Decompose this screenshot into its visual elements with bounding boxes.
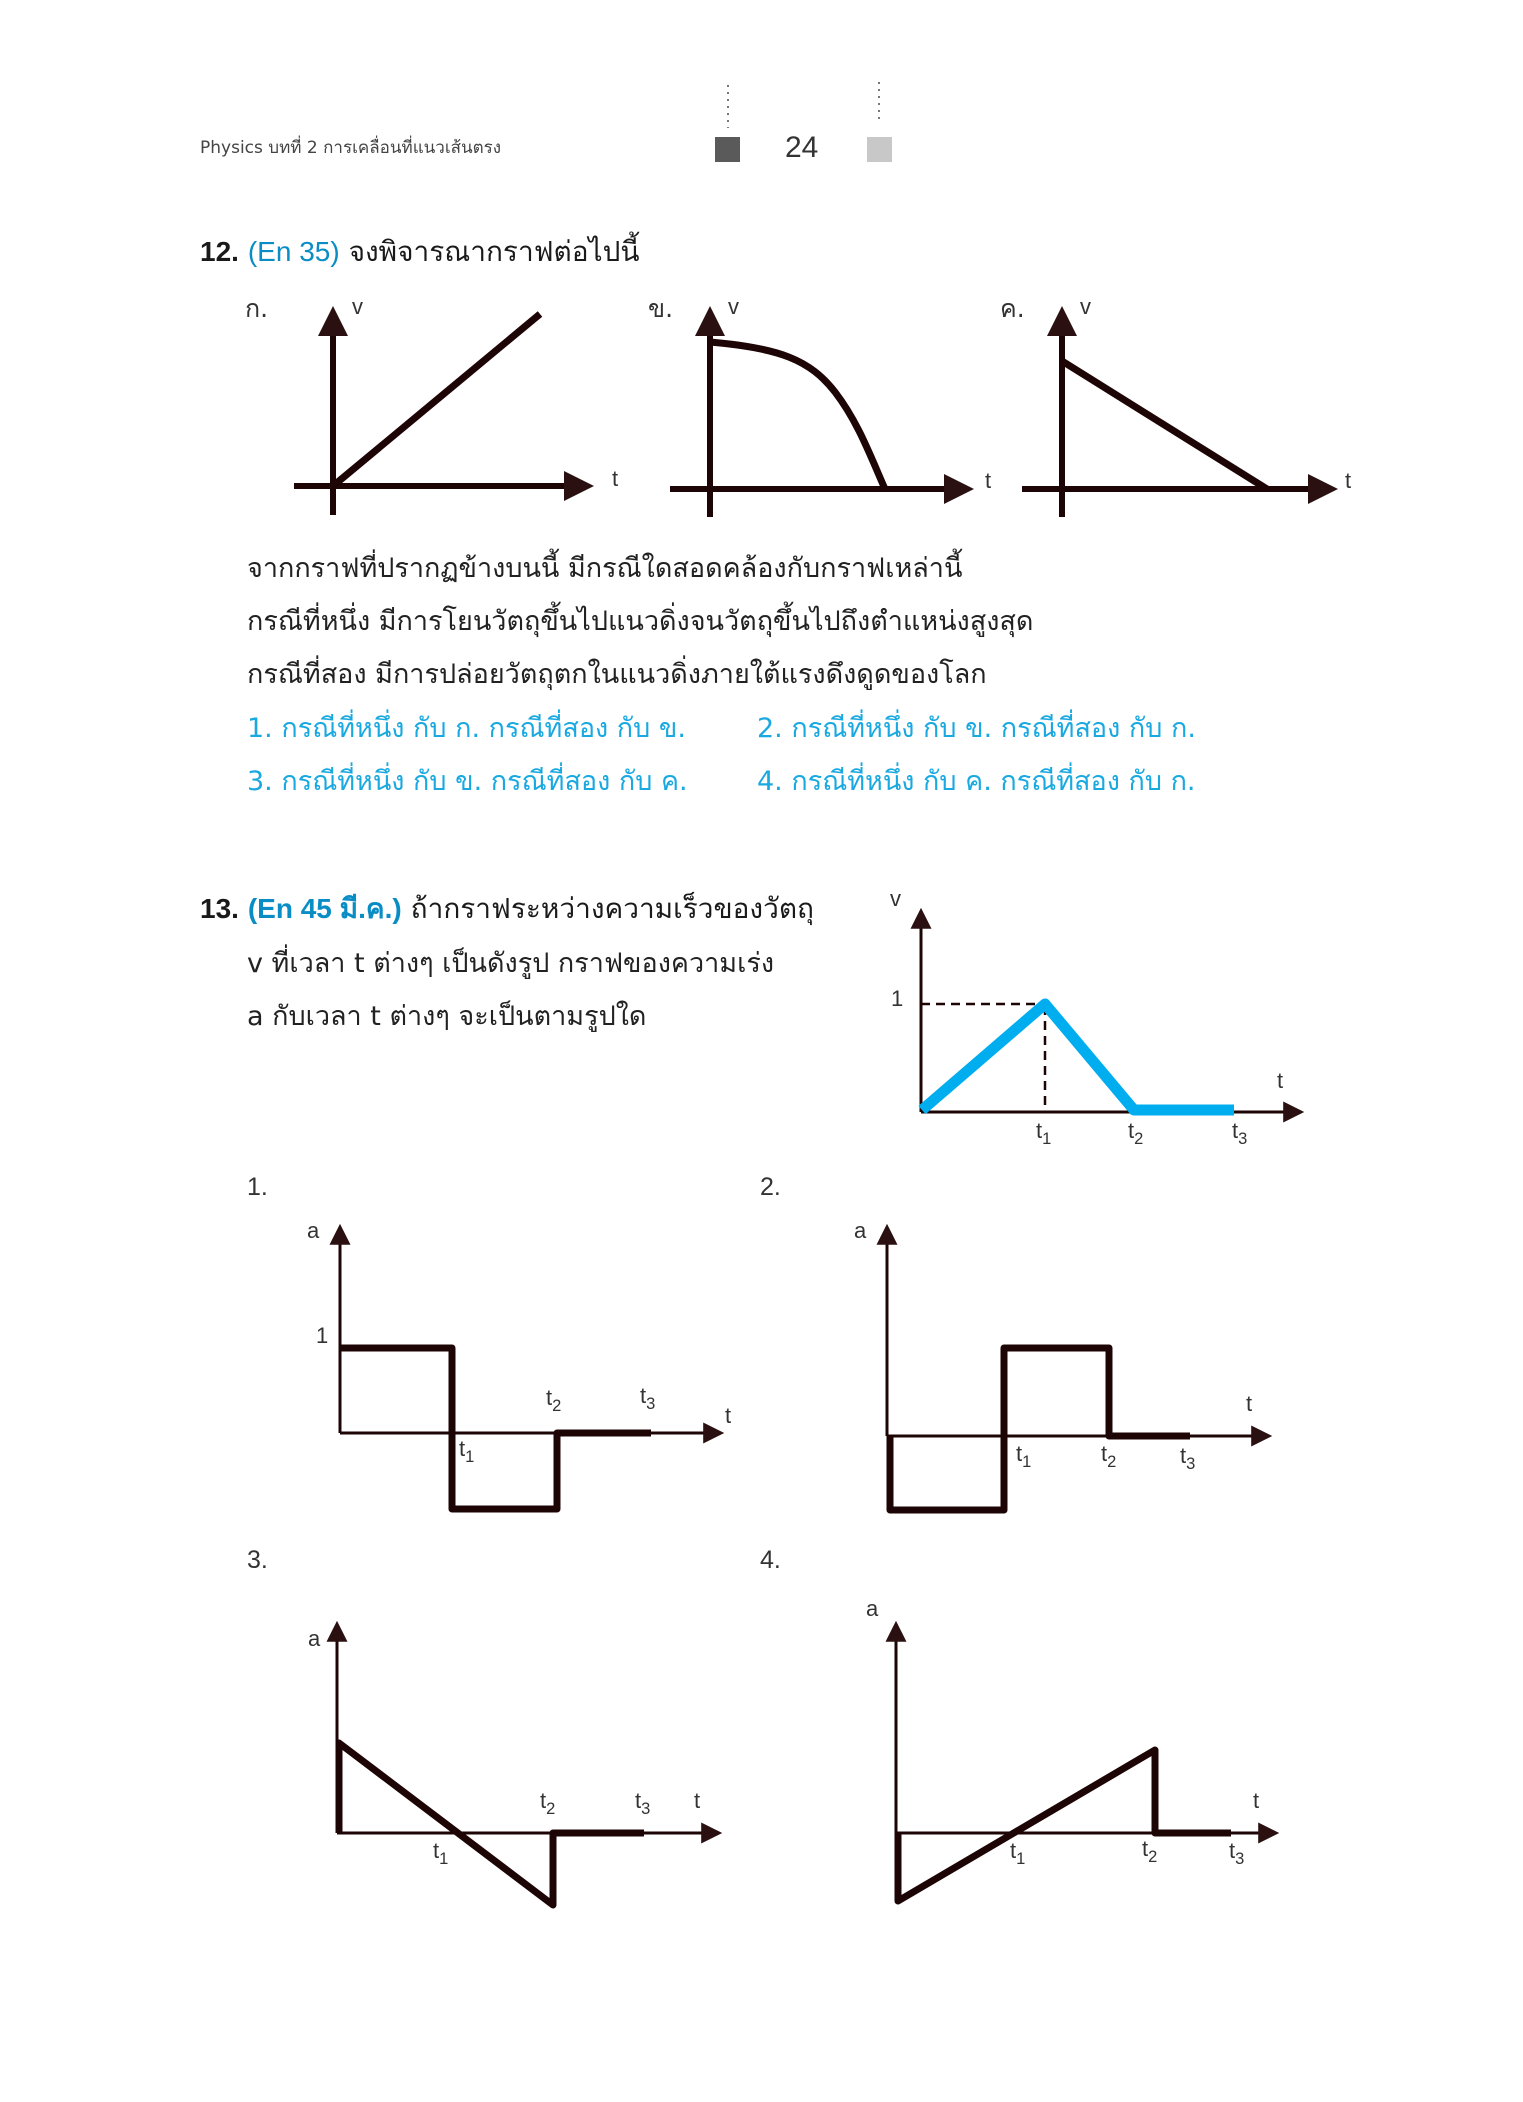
choice-1-tick-1: 1	[316, 1323, 329, 1348]
vt-y-label: v	[890, 886, 901, 911]
q12-line-1: จากกราฟที่ปรากฏข้างบนนี้ มีกรณีใดสอดคล้องกับกราฟเหล่านี้	[247, 553, 963, 584]
choice-3-t1-label: $t_1$	[433, 1838, 449, 1868]
choice-2-t2-label: $t_2$	[1101, 1441, 1117, 1471]
q13-line-1: ถ้ากราฟระหว่างความเร็วของวัตถุ	[410, 892, 814, 925]
choice-2-x-label: t	[1246, 1391, 1253, 1416]
q13-number: 13.	[200, 893, 239, 924]
q12-option-3[interactable]: 3. กรณีที่หนึ่ง กับ ข. กรณีที่สอง กับ ค.	[247, 766, 688, 797]
choice-3-t2-label: $t_2$	[540, 1788, 556, 1818]
q12-line-2: กรณีที่หนึ่ง มีการโยนวัตถุขึ้นไปแนวดิ่งจนวัตถุขึ้นไปถึงตำแหน่งสูงสุด	[247, 606, 1034, 637]
choice-1-t2-label: $t_2$	[546, 1385, 562, 1415]
choice-4-t1-label: $t_1$	[1010, 1838, 1026, 1868]
graph-kho-label: ข.	[648, 294, 674, 323]
graph-v-t	[921, 912, 1300, 1112]
choice-graph-2	[887, 1228, 1268, 1510]
vt-x-label: t	[1277, 1068, 1284, 1093]
q12-prompt: จงพิจารณากราฟต่อไปนี้	[348, 235, 640, 268]
choice-2-y-label: a	[854, 1218, 867, 1243]
vt-t2-label: $t_2$	[1128, 1118, 1144, 1148]
graph-ko	[294, 312, 588, 515]
choice-4-t3-label: $t_3$	[1229, 1838, 1245, 1868]
graph-kho-khwai-x-label: t	[1345, 468, 1352, 493]
q12-heading	[200, 235, 640, 268]
choice-1-label[interactable]: 1.	[247, 1173, 268, 1201]
graph-ko-label: ก.	[245, 294, 269, 323]
choice-1-y-label: a	[307, 1218, 320, 1243]
graph-kho-khwai-label: ค.	[1000, 294, 1025, 323]
graph-ko-y-label: v	[352, 294, 363, 319]
choice-4-y-label: a	[866, 1596, 879, 1621]
choice-1-x-label: t	[725, 1403, 732, 1428]
choice-graph-3	[337, 1625, 718, 1905]
running-title: Physics บทที่ 2 การเคลื่อนที่แนวเส้นตรง	[200, 138, 502, 158]
q12-line-3: กรณีที่สอง มีการปล่อยวัตถุตกในแนวดิ่งภายใต้แรงดึงดูดของโลก	[247, 659, 987, 690]
q13-source: (En 45 มี.ค.)	[247, 893, 402, 924]
graph-kho-khwai	[1022, 312, 1332, 517]
graph-kho	[670, 312, 968, 517]
q12-source: (En 35)	[247, 236, 340, 267]
q12-option-2[interactable]: 2. กรณีที่หนึ่ง กับ ข. กรณีที่สอง กับ ก.	[757, 713, 1196, 744]
dark-square-icon	[715, 137, 740, 162]
choice-graph-4	[896, 1625, 1275, 1901]
choice-3-y-label: a	[308, 1626, 321, 1651]
choice-3-x-label: t	[694, 1788, 701, 1813]
choice-1-t3-label: $t_3$	[640, 1383, 656, 1413]
choice-1-t1-label: $t_1$	[459, 1436, 475, 1466]
vt-t1-label: $t_1$	[1036, 1118, 1052, 1148]
light-square-icon	[867, 137, 892, 162]
q12-option-1[interactable]: 1. กรณีที่หนึ่ง กับ ก. กรณีที่สอง กับ ข.	[247, 713, 686, 744]
choice-4-label[interactable]: 4.	[760, 1546, 781, 1574]
graph-kho-khwai-y-label: v	[1080, 294, 1091, 319]
choice-2-label[interactable]: 2.	[760, 1173, 781, 1201]
graph-kho-x-label: t	[985, 468, 992, 493]
q13-heading	[200, 892, 814, 925]
choice-4-x-label: t	[1253, 1788, 1260, 1813]
choice-2-t3-label: $t_3$	[1180, 1443, 1196, 1473]
vt-tick-1: 1	[891, 986, 904, 1011]
q13-line-2: v ที่เวลา t ต่างๆ เป็นดังรูป กราฟของความเร่ง	[247, 948, 775, 979]
page-number: 24	[785, 131, 819, 164]
choice-3-t3-label: $t_3$	[635, 1788, 651, 1818]
choice-3-label[interactable]: 3.	[247, 1546, 268, 1574]
vt-t3-label: $t_3$	[1232, 1118, 1248, 1148]
q13-line-3: a กับเวลา t ต่างๆ จะเป็นตามรูปใด	[247, 1001, 647, 1032]
choice-2-t1-label: $t_1$	[1016, 1441, 1032, 1471]
q12-number: 12.	[200, 236, 239, 267]
graph-kho-y-label: v	[728, 294, 739, 319]
choice-graph-1	[340, 1228, 720, 1509]
choice-4-t2-label: $t_2$	[1142, 1836, 1158, 1866]
q12-option-4[interactable]: 4. กรณีที่หนึ่ง กับ ค. กรณีที่สอง กับ ก.	[757, 766, 1196, 797]
graph-ko-x-label: t	[612, 466, 619, 491]
